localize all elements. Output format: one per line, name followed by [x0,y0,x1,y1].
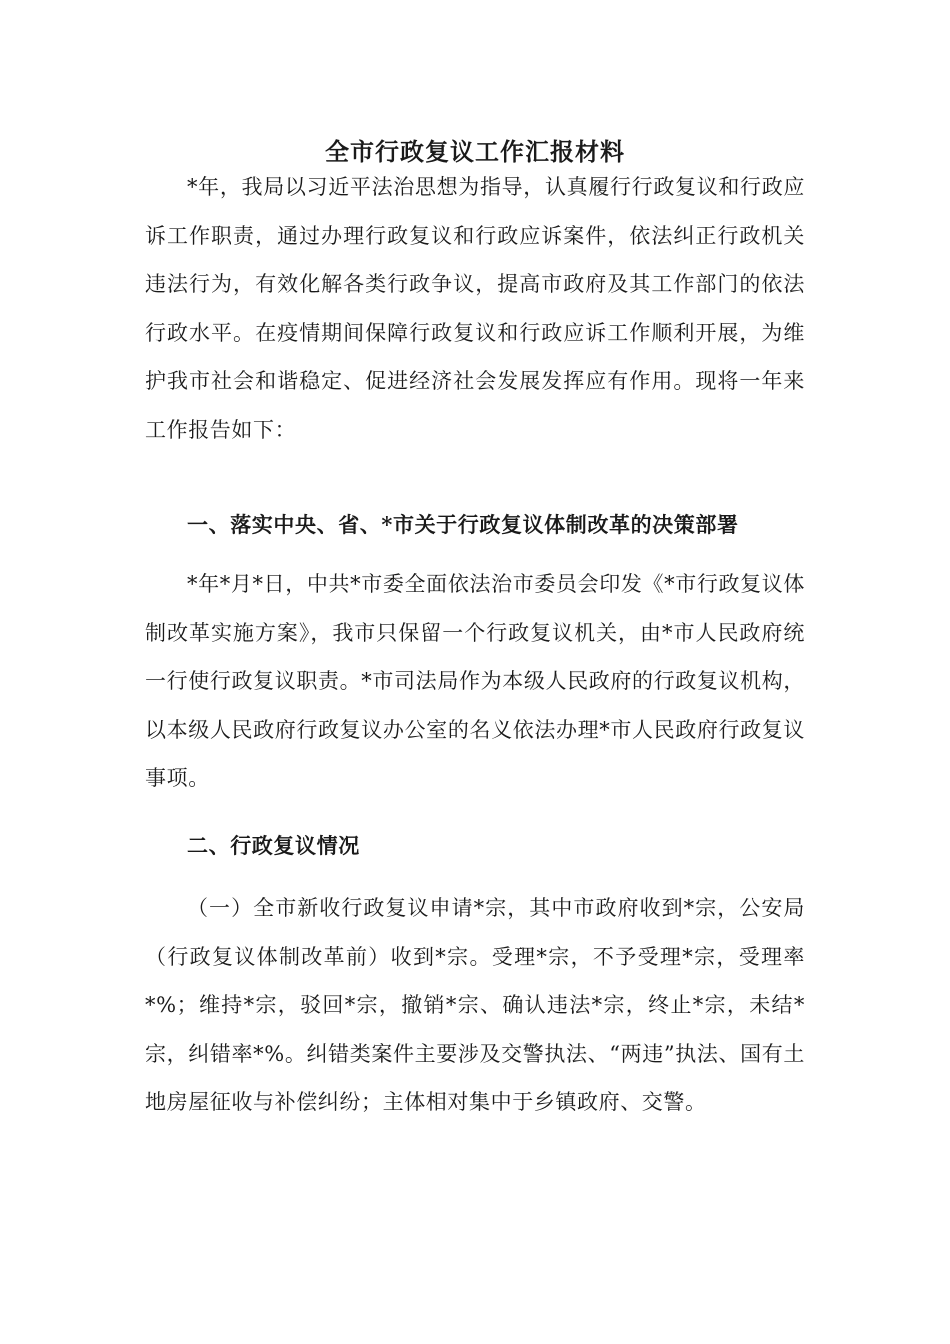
section-2-heading: 二、行政复议情况 [187,833,360,858]
section-2-paragraph: （一）全市新收行政复议申请*宗，其中市政府收到*宗，公安局（行政复议体制改革前）收到*宗。受理*宗，不予受理*宗，受理率*%；维持*宗，驳回*宗，撤销*宗、确认违法*宗，终止*宗，未结*宗，纠错率*%。纠错类案件主要涉及交警执法、“两违”执法、国有土地房屋征收与补偿纠纷；主体相对集中于乡镇政府、交警。 [145,896,805,1115]
intro-paragraph: *年，我局以习近平法治思想为指导，认真履行行政复议和行政应诉工作职责，通过办理行政复议和行政应诉案件，依法纠正行政机关违法行为，有效化解各类行政争议，提高市政府及其工作部门的依法行政水平。在疫情期间保障行政复议和行政应诉工作顺利开展，为维护我市社会和谐稳定、促进经济社会发展发挥应有作用。现将一年来工作报告如下： [145,175,805,442]
section-1-paragraph: *年*月*日，中共*市委全面依法治市委员会印发《*市行政复议体制改革实施方案》，我市只保留一个行政复议机关，由*市人民政府统一行使行政复议职责。*市司法局作为本级人民政府的行政复议机构，以本级人民政府行政复议办公室的名义依法办理*市人民政府行政复议事项。 [145,572,805,791]
section-1-heading: 一、落实中央、省、*市关于行政复议体制改革的决策部署 [187,512,739,537]
document-title: 全市行政复议工作汇报材料 [325,137,625,166]
